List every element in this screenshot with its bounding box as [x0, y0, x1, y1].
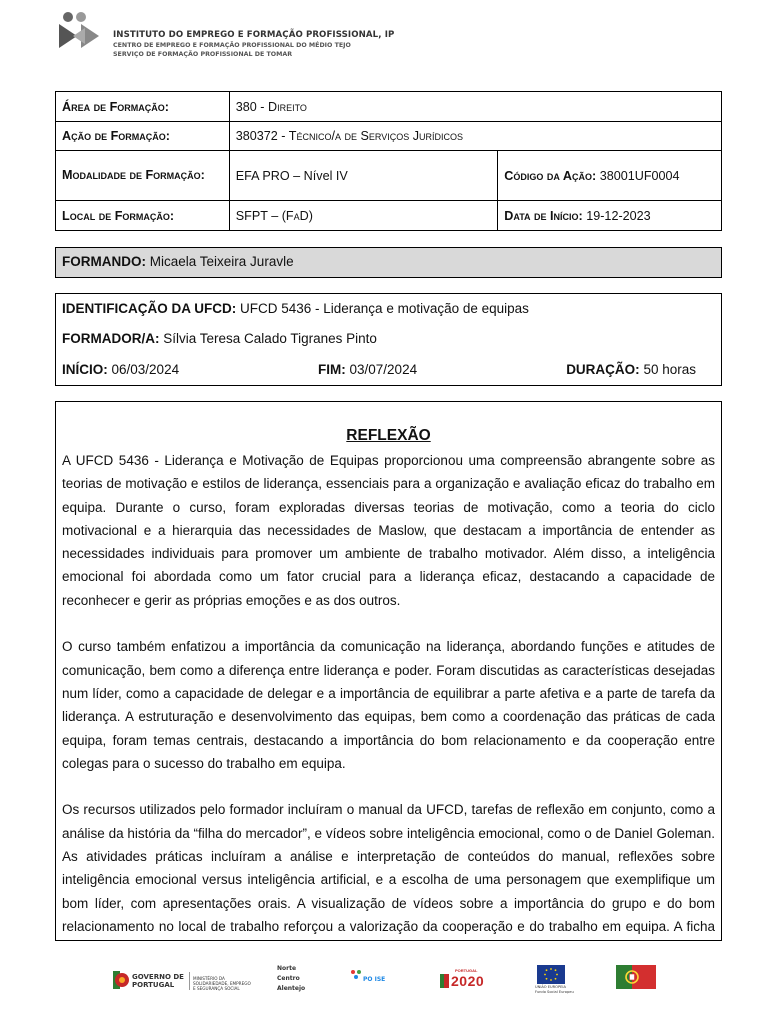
reflection-box — [55, 401, 722, 941]
eu-flag-icon — [537, 965, 565, 984]
course-info-table — [55, 91, 722, 231]
modalidade-value: EFA PRO – Nível IV — [229, 151, 498, 201]
start-value: 06/03/2024 — [111, 362, 180, 377]
trainer-value: Sílvia Teresa Calado Tigranes Pinto — [163, 331, 377, 346]
document-header — [55, 8, 415, 72]
footer-logos — [105, 962, 665, 998]
local-value: SFPT – (FaD) — [229, 201, 498, 231]
codigo-cell — [498, 151, 722, 201]
student-bar — [55, 247, 722, 278]
table-row — [56, 122, 722, 151]
acao-value: 380372 - Técnico/a de Serviços Jurídicos — [229, 122, 721, 151]
reflection-paragraph-1: A UFCD 5436 - Liderança e Motivação de Equipas proporcionou uma compreensão abrangente sobre as teorias de motivação e estilos de liderança, essenciais para a organização e avaliação eficaz do trabalho em equipa. Durante o curso, foram exploradas diversas teorias de motivação, como a teoria do ciclo motivacional e a hierarquia das necessidades de Maslow, que destacam a importância de entender as necessidades individuais para promover um ambiente de trabalho motivador. Além disso, a inteligência emocional foi abordada como um fator crucial para a liderança eficaz, destacando a capacidade de reconhecer e gerir as próprias emoções e as dos outros. — [62, 453, 715, 608]
trainer-label: FORMADOR/A: — [62, 331, 160, 346]
portugal2020-small: PORTUGAL — [455, 968, 478, 973]
area-label: Área de Formação: — [56, 92, 230, 122]
poise-emblem-icon — [349, 968, 363, 982]
region-norte: Norte — [277, 965, 297, 972]
inicio-value: 19-12-2023 — [586, 208, 651, 223]
inicio-label: Data de Início: — [504, 208, 583, 223]
region-alentejo: Alentejo — [277, 985, 306, 992]
ufcd-id-label: IDENTIFICAÇÃO DA UFCD: — [62, 301, 237, 316]
local-label: Local de Formação: — [56, 201, 230, 231]
acao-label: Ação de Formação: — [56, 122, 230, 151]
governo-line2: PORTUGAL — [132, 981, 175, 989]
divider — [189, 972, 190, 990]
eu-logo — [535, 962, 585, 998]
poise-logo — [349, 962, 389, 998]
reflection-paragraph-3: Os recursos utilizados pelo formador incluíram o manual da UFCD, tarefas de reflexão em conjunto, como a análise da história da “filha do mercador”, e vídeos sobre inteligência emocional, como o de Daniel Goleman. As atividades práticas incluíram a análise e interpretação de conteúdos do manual, reflexões sobre inteligência emocional versus inteligência artificial, e a escolha de uma personagem que exemplifique um bom líder, com apresentações orais. A visualização de vídeos sobre a importância do grupo e do bom relacionamento no local de trabalho reforçou a valorização da cooperação e do trabalho em equipa. A ficha — [62, 802, 715, 934]
portugal2020-logo — [440, 962, 500, 998]
table-row — [56, 151, 722, 201]
duration-line — [566, 362, 696, 377]
center-name: CENTRO DE EMPREGO E FORMAÇÃO PROFISSIONAL DO MÉDIO TEJO — [113, 42, 351, 49]
start-label: INÍCIO: — [62, 362, 108, 377]
eu-line2: Fundo Social Europeu — [535, 989, 574, 994]
codigo-value: 38001UF0004 — [599, 168, 680, 183]
portugal2020-emblem-icon — [440, 974, 449, 988]
trainer-line — [62, 331, 377, 346]
portugal-flag-logo — [616, 962, 658, 998]
table-row — [56, 92, 722, 122]
ufcd-id-value: UFCD 5436 - Liderança e motivação de equipas — [240, 301, 529, 316]
duration-value: 50 horas — [643, 362, 696, 377]
end-line — [318, 362, 417, 377]
governo-line1: GOVERNO DE — [132, 973, 184, 981]
modalidade-label: Modalidade de Formação: — [56, 151, 230, 201]
student-label: FORMANDO: — [62, 254, 146, 269]
iefp-logo-icon — [55, 10, 107, 50]
reflection-paragraph-2: O curso também enfatizou a importância da comunicação na liderança, abordando funções e atitudes de comunicação, bem como a diferença entre liderança e poder. Foram discutidas as características desejadas num líder, como a capacidade de delegar e a importância de equilibrar a parte afetiva e a parte de tarefa da liderança. A estruturação e desenvolvimento das equipas, bem como a coordenação das práticas de cada equipa, foram temas centrais, destacando a importância do bom relacionamento e da cooperação entre colegas para o sucesso do trabalho em equipa. — [62, 639, 715, 771]
governo-logo — [113, 962, 251, 998]
region-centro: Centro — [277, 975, 300, 982]
ministry-text: MINISTÉRIO DA SOLIDARIEDADE, EMPREGO E SEGURANÇA SOCIAL — [193, 976, 251, 991]
governo-emblem-icon — [113, 971, 129, 989]
end-label: FIM: — [318, 362, 346, 377]
ufcd-box — [55, 293, 722, 386]
institute-name: INSTITUTO DO EMPREGO E FORMAÇÃO PROFISSIONAL, IP — [113, 30, 395, 40]
poise-text: PO ISE — [363, 976, 386, 983]
end-value: 03/07/2024 — [349, 362, 418, 377]
student-name: Micaela Teixeira Juravle — [149, 254, 294, 269]
portugal2020-year: 2020 — [451, 973, 485, 989]
ufcd-id-line — [62, 301, 529, 316]
service-name: SERVIÇO DE FORMAÇÃO PROFISSIONAL DE TOMAR — [113, 51, 293, 58]
codigo-label: Código da Ação: — [504, 168, 597, 183]
regions-logo — [277, 962, 317, 998]
duration-label: DURAÇÃO: — [566, 362, 640, 377]
eu-line1: UNIÃO EUROPEIA — [535, 985, 566, 989]
area-value: 380 - Direito — [229, 92, 721, 122]
reflection-title: REFLEXÃO — [346, 427, 431, 444]
portugal-flag-icon — [616, 965, 656, 989]
inicio-cell — [498, 201, 722, 231]
table-row — [56, 201, 722, 231]
start-line — [62, 362, 179, 377]
